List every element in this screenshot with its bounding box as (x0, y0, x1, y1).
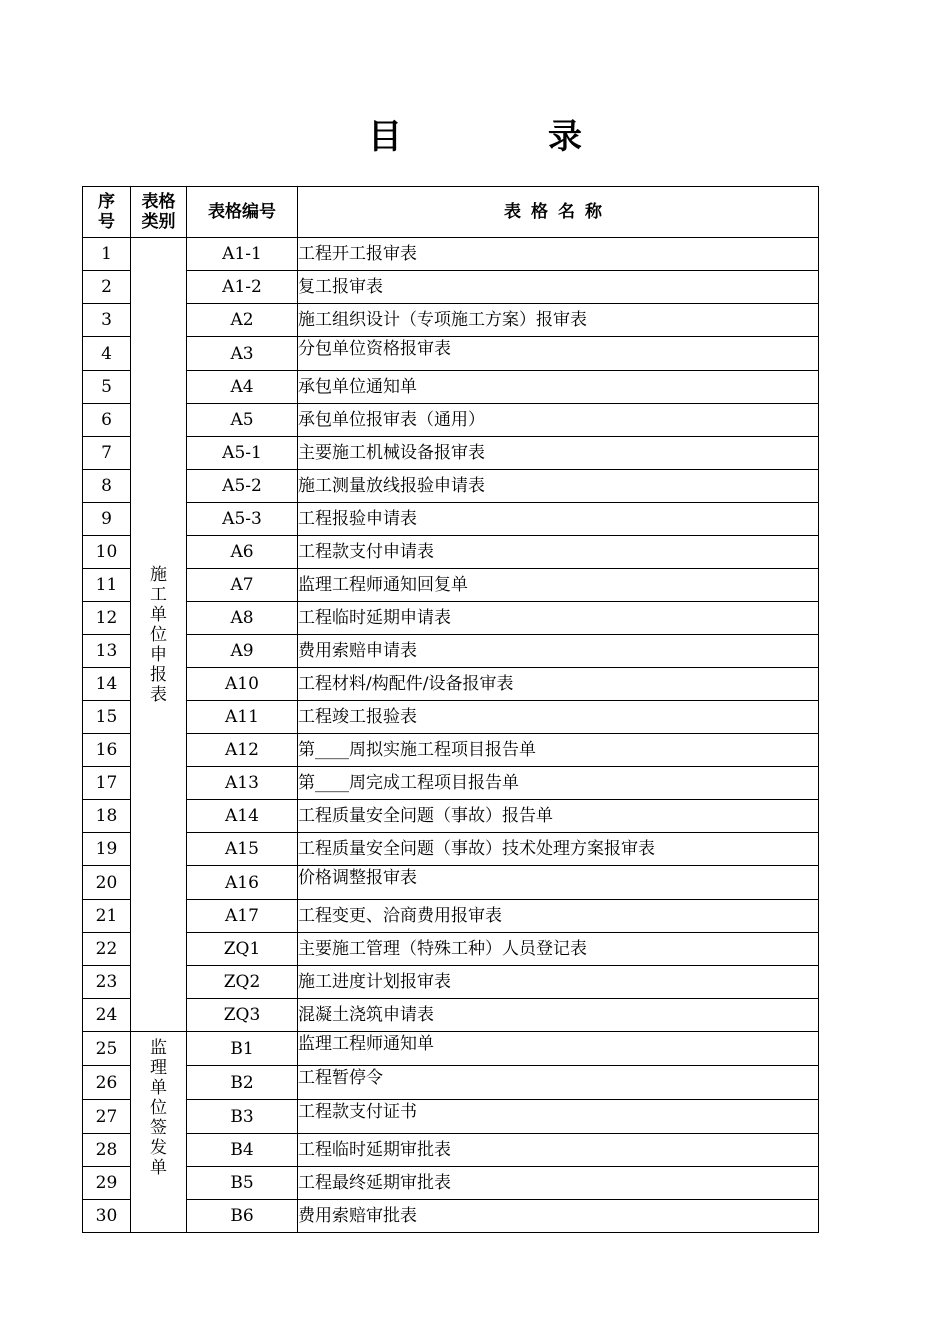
table-header-row (83, 187, 819, 238)
row-name: 工程变更、洽商费用报审表 (298, 900, 819, 933)
row-name: 工程材料/构配件/设备报审表 (298, 668, 819, 701)
row-code: A7 (187, 569, 298, 602)
row-code: B5 (187, 1167, 298, 1200)
row-seq: 15 (83, 701, 131, 734)
row-seq: 8 (83, 470, 131, 503)
row-code: A5 (187, 404, 298, 437)
row-name: 第____周完成工程项目报告单 (298, 767, 819, 800)
row-seq: 25 (83, 1032, 131, 1066)
row-seq: 4 (83, 337, 131, 371)
table-row (83, 933, 819, 966)
table-row (83, 1032, 819, 1066)
row-seq: 23 (83, 966, 131, 999)
row-code: A1-2 (187, 271, 298, 304)
row-seq: 6 (83, 404, 131, 437)
row-name: 价格调整报审表 (298, 866, 819, 900)
table-row (83, 734, 819, 767)
category-supervisor-label: 监理单位签发单 (150, 1038, 167, 1178)
table-row (83, 437, 819, 470)
category-contractor-label: 施工单位申报表 (150, 564, 167, 705)
row-seq: 30 (83, 1200, 131, 1233)
row-code: A1-1 (187, 238, 298, 271)
row-seq: 1 (83, 238, 131, 271)
category-cell-contractor (131, 238, 187, 1032)
row-name: 主要施工机械设备报审表 (298, 437, 819, 470)
row-name: 工程报验申请表 (298, 503, 819, 536)
row-seq: 7 (83, 437, 131, 470)
row-seq: 16 (83, 734, 131, 767)
row-code: A15 (187, 833, 298, 866)
row-seq: 20 (83, 866, 131, 900)
row-code: A5-1 (187, 437, 298, 470)
row-seq: 22 (83, 933, 131, 966)
row-seq: 19 (83, 833, 131, 866)
row-name: 工程暂停令 (298, 1066, 819, 1100)
row-name: 监理工程师通知回复单 (298, 569, 819, 602)
row-code: A11 (187, 701, 298, 734)
row-code: A5-3 (187, 503, 298, 536)
row-code: ZQ3 (187, 999, 298, 1032)
table-row (83, 866, 819, 900)
row-code: A17 (187, 900, 298, 933)
row-name: 工程款支付申请表 (298, 536, 819, 569)
header-seq: 序 号 (83, 187, 131, 238)
table-row (83, 1200, 819, 1233)
table-row (83, 1134, 819, 1167)
row-code: B6 (187, 1200, 298, 1233)
row-name: 承包单位报审表（通用） (298, 404, 819, 437)
header-category: 表格 类别 (131, 187, 187, 238)
row-name: 复工报审表 (298, 271, 819, 304)
row-code: A9 (187, 635, 298, 668)
header-name: 表格名称 (298, 187, 819, 238)
row-seq: 17 (83, 767, 131, 800)
row-name: 第____周拟实施工程项目报告单 (298, 734, 819, 767)
row-name: 工程临时延期审批表 (298, 1134, 819, 1167)
row-seq: 13 (83, 635, 131, 668)
row-seq: 14 (83, 668, 131, 701)
table-row (83, 1100, 819, 1134)
table-row (83, 536, 819, 569)
row-seq: 11 (83, 569, 131, 602)
table-row (83, 833, 819, 866)
category-cell-supervisor (131, 1032, 187, 1233)
row-name: 工程质量安全问题（事故）技术处理方案报审表 (298, 833, 819, 866)
row-seq: 9 (83, 503, 131, 536)
table-row (83, 1167, 819, 1200)
row-seq: 28 (83, 1134, 131, 1167)
table-row (83, 470, 819, 503)
row-name: 分包单位资格报审表 (298, 337, 819, 371)
row-name: 工程临时延期申请表 (298, 602, 819, 635)
row-code: A14 (187, 800, 298, 833)
row-seq: 29 (83, 1167, 131, 1200)
row-code: A16 (187, 866, 298, 900)
row-seq: 10 (83, 536, 131, 569)
table-row (83, 701, 819, 734)
table-row (83, 569, 819, 602)
row-name: 混凝土浇筑申请表 (298, 999, 819, 1032)
row-seq: 2 (83, 271, 131, 304)
row-code: A4 (187, 371, 298, 404)
row-code: A10 (187, 668, 298, 701)
row-name: 施工组织设计（专项施工方案）报审表 (298, 304, 819, 337)
row-code: A6 (187, 536, 298, 569)
table-row (83, 503, 819, 536)
row-code: A5-2 (187, 470, 298, 503)
row-seq: 18 (83, 800, 131, 833)
row-name: 主要施工管理（特殊工种）人员登记表 (298, 933, 819, 966)
row-name: 费用索赔审批表 (298, 1200, 819, 1233)
row-code: A3 (187, 337, 298, 371)
row-name: 工程开工报审表 (298, 238, 819, 271)
row-name: 工程竣工报验表 (298, 701, 819, 734)
row-name: 施工测量放线报验申请表 (298, 470, 819, 503)
row-name: 施工进度计划报审表 (298, 966, 819, 999)
row-code: A8 (187, 602, 298, 635)
row-code: B4 (187, 1134, 298, 1167)
row-seq: 3 (83, 304, 131, 337)
row-code: B1 (187, 1032, 298, 1066)
contents-table (82, 186, 819, 1233)
table-row (83, 1066, 819, 1100)
table-row (83, 900, 819, 933)
table-row (83, 668, 819, 701)
row-seq: 24 (83, 999, 131, 1032)
row-name: 工程款支付证书 (298, 1100, 819, 1134)
table-row (83, 602, 819, 635)
row-seq: 27 (83, 1100, 131, 1134)
table-row (83, 404, 819, 437)
row-code: A13 (187, 767, 298, 800)
table-row (83, 337, 819, 371)
row-name: 承包单位通知单 (298, 371, 819, 404)
row-seq: 5 (83, 371, 131, 404)
row-code: A2 (187, 304, 298, 337)
row-code: ZQ1 (187, 933, 298, 966)
table-row (83, 800, 819, 833)
table-row (83, 999, 819, 1032)
row-name: 工程最终延期审批表 (298, 1167, 819, 1200)
row-name: 监理工程师通知单 (298, 1032, 819, 1066)
row-name: 工程质量安全问题（事故）报告单 (298, 800, 819, 833)
table-row (83, 371, 819, 404)
row-code: ZQ2 (187, 966, 298, 999)
table-row (83, 238, 819, 271)
table-row (83, 271, 819, 304)
row-seq: 26 (83, 1066, 131, 1100)
row-name: 费用索赔申请表 (298, 635, 819, 668)
table-row (83, 966, 819, 999)
header-code: 表格编号 (187, 187, 298, 238)
page-title: 目 录 (368, 117, 638, 157)
table-row (83, 635, 819, 668)
row-seq: 21 (83, 900, 131, 933)
row-code: B2 (187, 1066, 298, 1100)
row-seq: 12 (83, 602, 131, 635)
row-code: B3 (187, 1100, 298, 1134)
table-row (83, 767, 819, 800)
row-code: A12 (187, 734, 298, 767)
table-row (83, 304, 819, 337)
